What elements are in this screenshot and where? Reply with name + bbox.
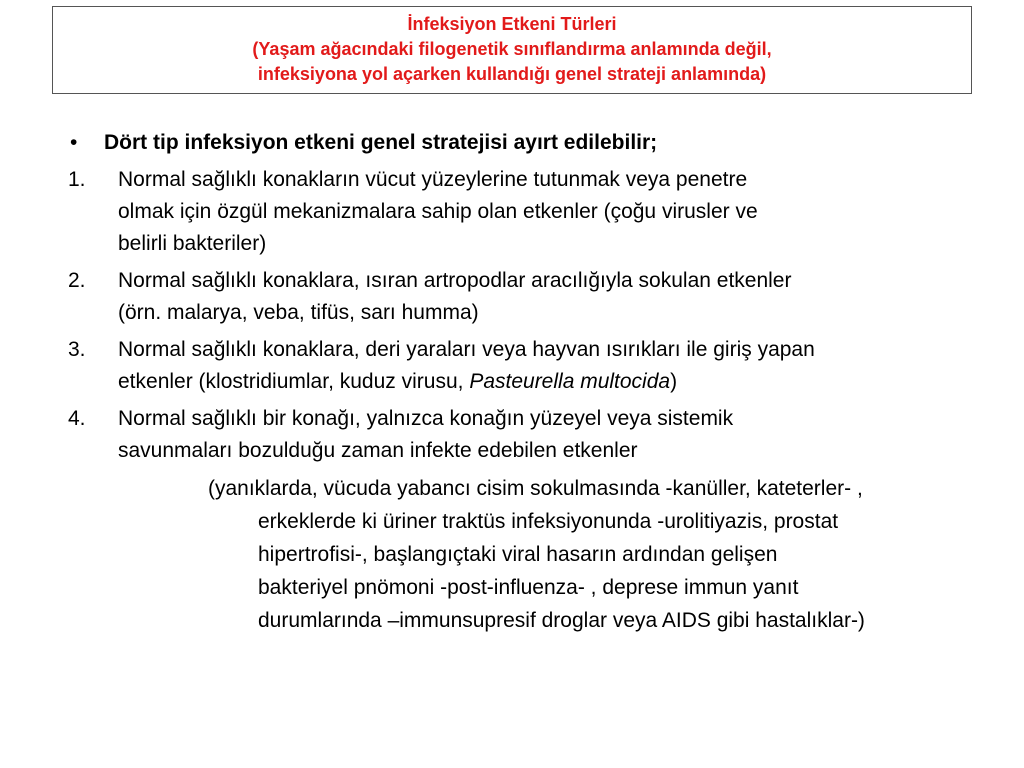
list-item-line: Normal sağlıklı konaklara, deri yaraları veya hayvan ısırıkları ile giriş yapan (118, 338, 815, 361)
note-line: erkeklerde ki üriner traktüs infeksiyonunda -urolitiyazis, prostat (258, 510, 839, 533)
slide-title-box (52, 6, 972, 94)
list-item-3 (68, 334, 988, 398)
list-number: 2. (68, 269, 86, 292)
list-item-line: (örn. malarya, veba, tifüs, sarı humma) (118, 301, 479, 324)
list-number: 1. (68, 168, 86, 191)
list-item-4 (68, 403, 988, 467)
bullet-item (68, 127, 988, 159)
list-item-2 (68, 265, 988, 329)
bullet-text: Dört tip infeksiyon etkeni genel stratejisi ayırt edilebilir; (104, 131, 658, 154)
bullet-icon: • (70, 131, 78, 154)
list-item-line: savunmaları bozulduğu zaman infekte edebilen etkenler (118, 439, 638, 462)
list-item-text: etkenler (klostridiumlar, kuduz virusu, (118, 370, 470, 393)
examples-note (208, 472, 988, 637)
list-item-line (118, 366, 988, 398)
species-name: Pasteurella multocida (469, 370, 671, 393)
list-number: 4. (68, 407, 86, 430)
list-item-line: Normal sağlıklı bir konağı, yalnızca konağın yüzeyel veya sistemik (118, 407, 734, 430)
slide-subtitle-line-1: (Yaşam ağacındaki filogenetik sınıflandırma anlamında değil, (252, 39, 772, 59)
slide-subtitle-line-2: infeksiyona yol açarken kullandığı genel strateji anlamında) (257, 64, 767, 84)
slide-title: İnfeksiyon Etkeni Türleri (407, 14, 617, 34)
note-line: durumlarında –immunsupresif droglar veya AIDS gibi hastalıklar-) (258, 609, 865, 632)
list-item-text: ) (670, 370, 678, 393)
list-item-line: belirli bakteriler) (118, 232, 267, 255)
note-line: bakteriyel pnömoni -post-influenza- , deprese immun yanıt (258, 576, 799, 599)
list-item-1 (68, 164, 988, 260)
list-item-line: Normal sağlıklı konakların vücut yüzeylerine tutunmak veya penetre (118, 168, 748, 191)
list-item-line: Normal sağlıklı konaklara, ısıran artropodlar aracılığıyla sokulan etkenler (118, 269, 792, 292)
list-number: 3. (68, 338, 86, 361)
list-item-line: olmak için özgül mekanizmalara sahip olan etkenler (çoğu virusler ve (118, 200, 758, 223)
note-line: hipertrofisi-, başlangıçtaki viral hasarın ardından gelişen (258, 543, 778, 566)
slide-content (68, 127, 988, 637)
note-line: (yanıklarda, vücuda yabancı cisim sokulmasında -kanüller, kateterler- , (208, 477, 863, 500)
